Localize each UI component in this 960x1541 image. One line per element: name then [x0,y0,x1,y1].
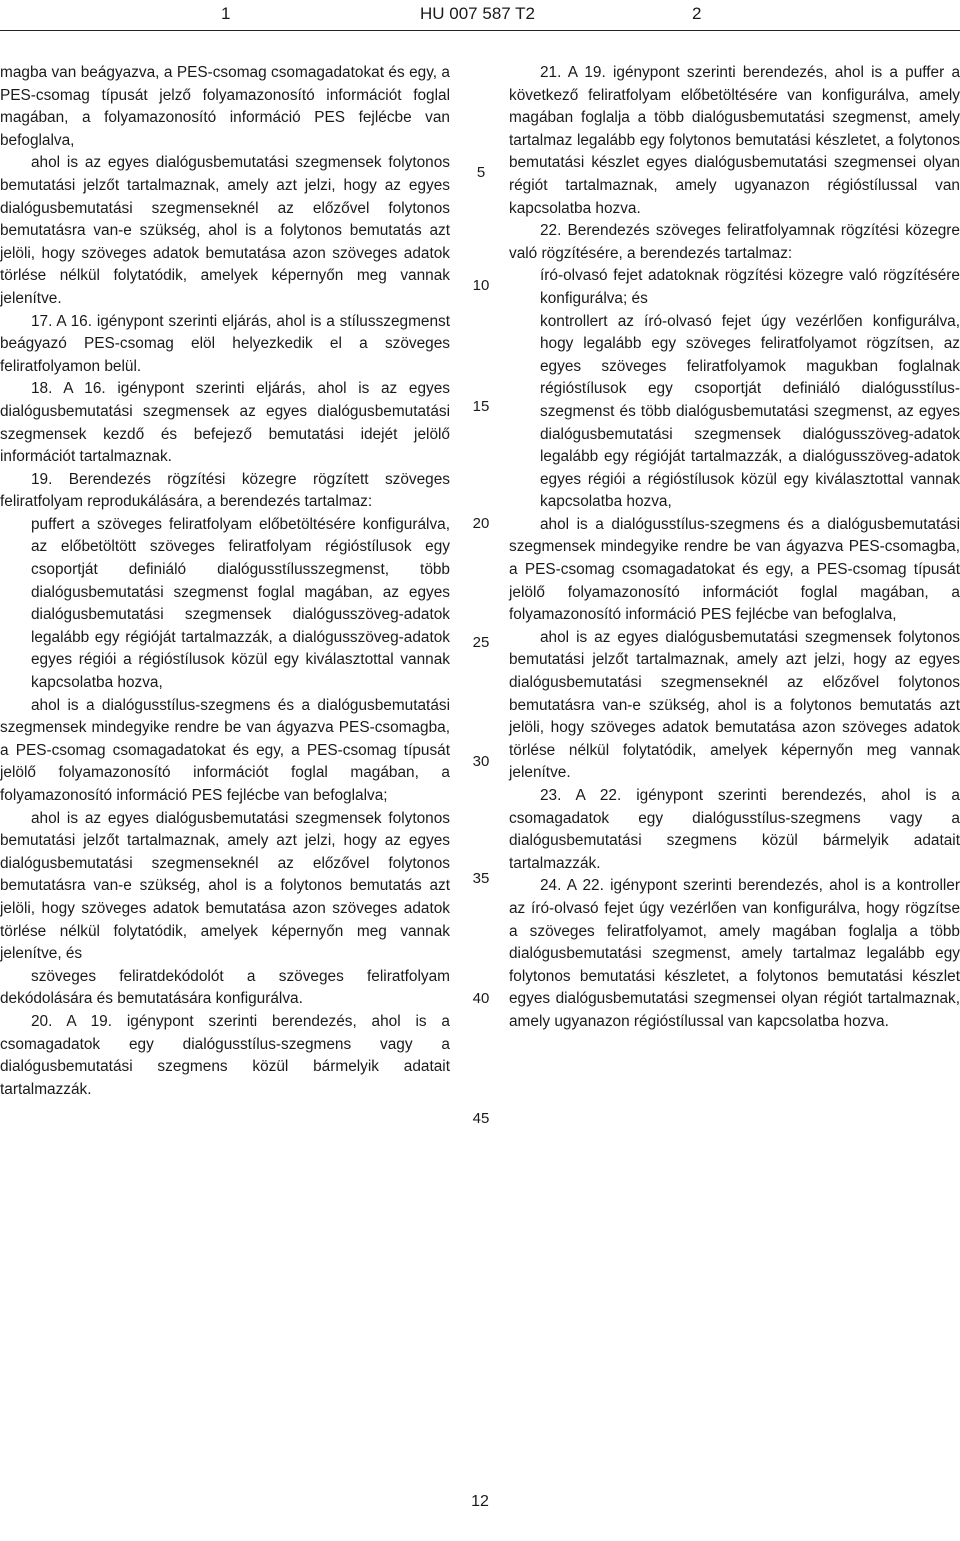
page-footer [0,1493,960,1511]
paragraph: kontrollert az író-olvasó fejet úgy vezérlően konfigurálva, hogy legalább egy szöveges feliratfolyamot rögzítsen, az egyes szöveges feliratfolyamok magukban foglalnak régióstílusok egy csoportját definiáló dialógusstílus-szegmenst és több dialógusbemutatási szegmenst, az egyes dialógusbemutatási szegmensek dialógusszöveg-adatok legalább egy régióját tartalmazzák, a dialógusszöveg-adatok egyes régiói a régióstílusok közül egy kiválasztottal vannak kapcsolatba hozva, [540,312,960,511]
left-column [0,62,450,1101]
paragraph: ahol is az egyes dialógusbemutatási szegmensek folytonos bemutatási jelzőt tartalmaznak, amely azt jelzi, hogy az egyes dialógusbemutatási szegmenseknél az előzővel folytonos bemutatásra van-e szükség, ahol is a folytonos bemutatás azt jelöli, hogy szöveges adatok bemutatása azon szöveges adatok törlése nélkül folytatódik, amelyek képernyőn meg vannak jelenítve. [0,154,450,307]
paragraph: puffert a szöveges feliratfolyam előbetöltésére konfigurálva, az előbetöltött szöveges feliratfolyam régióstílusok egy csoportját definiáló dialógusstílusszegmenst, több dialógusbemutatási szegmenst foglal magában, az egyes dialógusbemutatási szegmensek dialógusszöveg-adatok legalább egy régióját tartalmazzák, a dialógusszöveg-adatok egyes régiói a régióstílusok közül egy kiválasztottal vannak kapcsolatba hozva, [31,515,450,692]
right-column [509,62,960,1034]
line-number-15: 15 [472,398,490,415]
page-header [0,0,960,30]
line-number-40: 40 [472,990,490,1007]
line-number-30: 30 [472,753,490,770]
line-number-10: 10 [472,277,490,294]
claim-24: 24. A 22. igénypont szerinti berendezés, ahol is a kontroller az író-olvasó fejet úgy vezérlően van konfigurálva, hogy rögzítse a szöveges feliratfolyamot, amely magában foglalja a több dialógusbemutatási szegmenst, amely tartalmaz legalább egy folytonos bemutatási készletet, a folytonos bemutatási készlet egyes dialógusbemutatási szegmensei olyan régiót tartalmaznak, amely ugyanazon régióstílussal van kapcsolatba hozva. [509,877,960,1030]
line-number-20: 20 [472,515,490,532]
left-page-number: 1 [221,4,231,23]
claim-18: 18. A 16. igénypont szerinti eljárás, ahol is az egyes dialógusbemutatási szegmensek az egyes dialógusbemutatási szegmensek kezdő és befejező bemutatási idejét jelölő információt tartalmaznak. [0,380,450,466]
paragraph: magba van beágyazva, a PES-csomag csomagadatokat és egy, a PES-csomag típusát jelző folyamazonosító információt foglal magában, a folyamazonosító információ PES fejlécbe van befoglalva, [0,64,450,149]
paragraph: ahol is a dialógusstílus-szegmens és a dialógusbemutatási szegmensek mindegyike rendre be van ágyazva PES-csomagba, a PES-csomag csomagadatokat és egy, a PES-csomag típusát jelölő folyamazonosító információt foglal magában, a folyamazonosító információ PES fejlécbe van befoglalva; [0,696,450,804]
paragraph: ahol is a dialógusstílus-szegmens és a dialógusbemutatási szegmensek mindegyike rendre be van ágyazva PES-csomagba, a PES-csomag csomagadatokat és egy, a PES-csomag típusát jelölő folyamazonosító információt foglal magában, a folyamazonosító információ PES fejlécbe van befoglalva, [509,515,960,624]
paragraph: szöveges feliratdekódolót a szöveges feliratfolyam dekódolására és bemutatására konfigurálva. [0,967,450,1008]
right-page-number: 2 [692,4,702,23]
line-number-45: 45 [472,1110,490,1127]
header-rule [0,30,960,31]
line-number-35: 35 [472,870,490,887]
claim-17: 17. A 16. igénypont szerinti eljárás, ahol is a stílusszegmenst beágyazó PES-csomag elöl helyezkedik el a szöveges feliratfolyamon belül. [0,312,450,375]
page-number: 12 [471,1493,489,1510]
line-number-5: 5 [476,164,486,181]
paragraph: ahol is az egyes dialógusbemutatási szegmensek folytonos bemutatási jelzőt tartalmaznak, amely azt jelzi, hogy az egyes dialógusbemutatási szegmenseknél az előzővel folytonos bemutatásra van-e szükség, ahol is a folytonos bemutatás azt jelöli, hogy szöveges adatok bemutatása azon szöveges adatok törlése nélkül folytatódik, amelyek képernyőn meg vannak jelenítve, és [0,809,450,963]
claim-21: 21. A 19. igénypont szerinti berendezés, ahol is a puffer a következő feliratfolyam előbetöltésére van konfigurálva, amely magában foglalja a több dialógusbemutatási szegmenst, amely tartalmaz legalább egy folytonos bemutatási készletet, a folytonos bemutatási készlet egyes dialógusbemutatási szegmensei olyan régiót tartalmaznak, amely ugyanazon régióstílussal van kapcsolatba hozva. [509,64,960,217]
document-id: HU 007 587 T2 [420,4,535,23]
line-number-25: 25 [472,634,490,651]
claim-23: 23. A 22. igénypont szerinti berendezés, ahol is a csomagadatok egy dialógusstílus-szegmens vagy a dialógusbemutatási szegmens közül bármelyik adatait tartalmazzák. [509,787,960,872]
paragraph: ahol is az egyes dialógusbemutatási szegmensek folytonos bemutatási jelzőt tartalmaznak, amely azt jelzi, hogy az egyes dialógusbemutatási szegmenseknél az előzővel folytonos bemutatásra van-e szükség, ahol is a folytonos bemutatás azt jelöli, hogy szöveges adatok bemutatása azon szöveges adatok törlése nélkül folytatódik, amelyek képernyőn meg vannak jelenítve. [509,628,960,782]
paragraph: író-olvasó fejet adatoknak rögzítési közegre való rögzítésére konfigurálva; és [540,267,960,307]
claim-19: 19. Berendezés rögzítési közegre rögzített szöveges feliratfolyam reprodukálására, a berendezés tartalmaz: [0,470,450,511]
claim-22: 22. Berendezés szöveges feliratfolyamnak rögzítési közegre való rögzítésére, a berendezés tartalmaz: [509,222,960,262]
claim-20: 20. A 19. igénypont szerinti berendezés, ahol is a csomagadatok egy dialógusstílus-szegmens vagy a dialógusbemutatási szegmens közül bármelyik adatait tartalmazzák. [0,1012,450,1098]
